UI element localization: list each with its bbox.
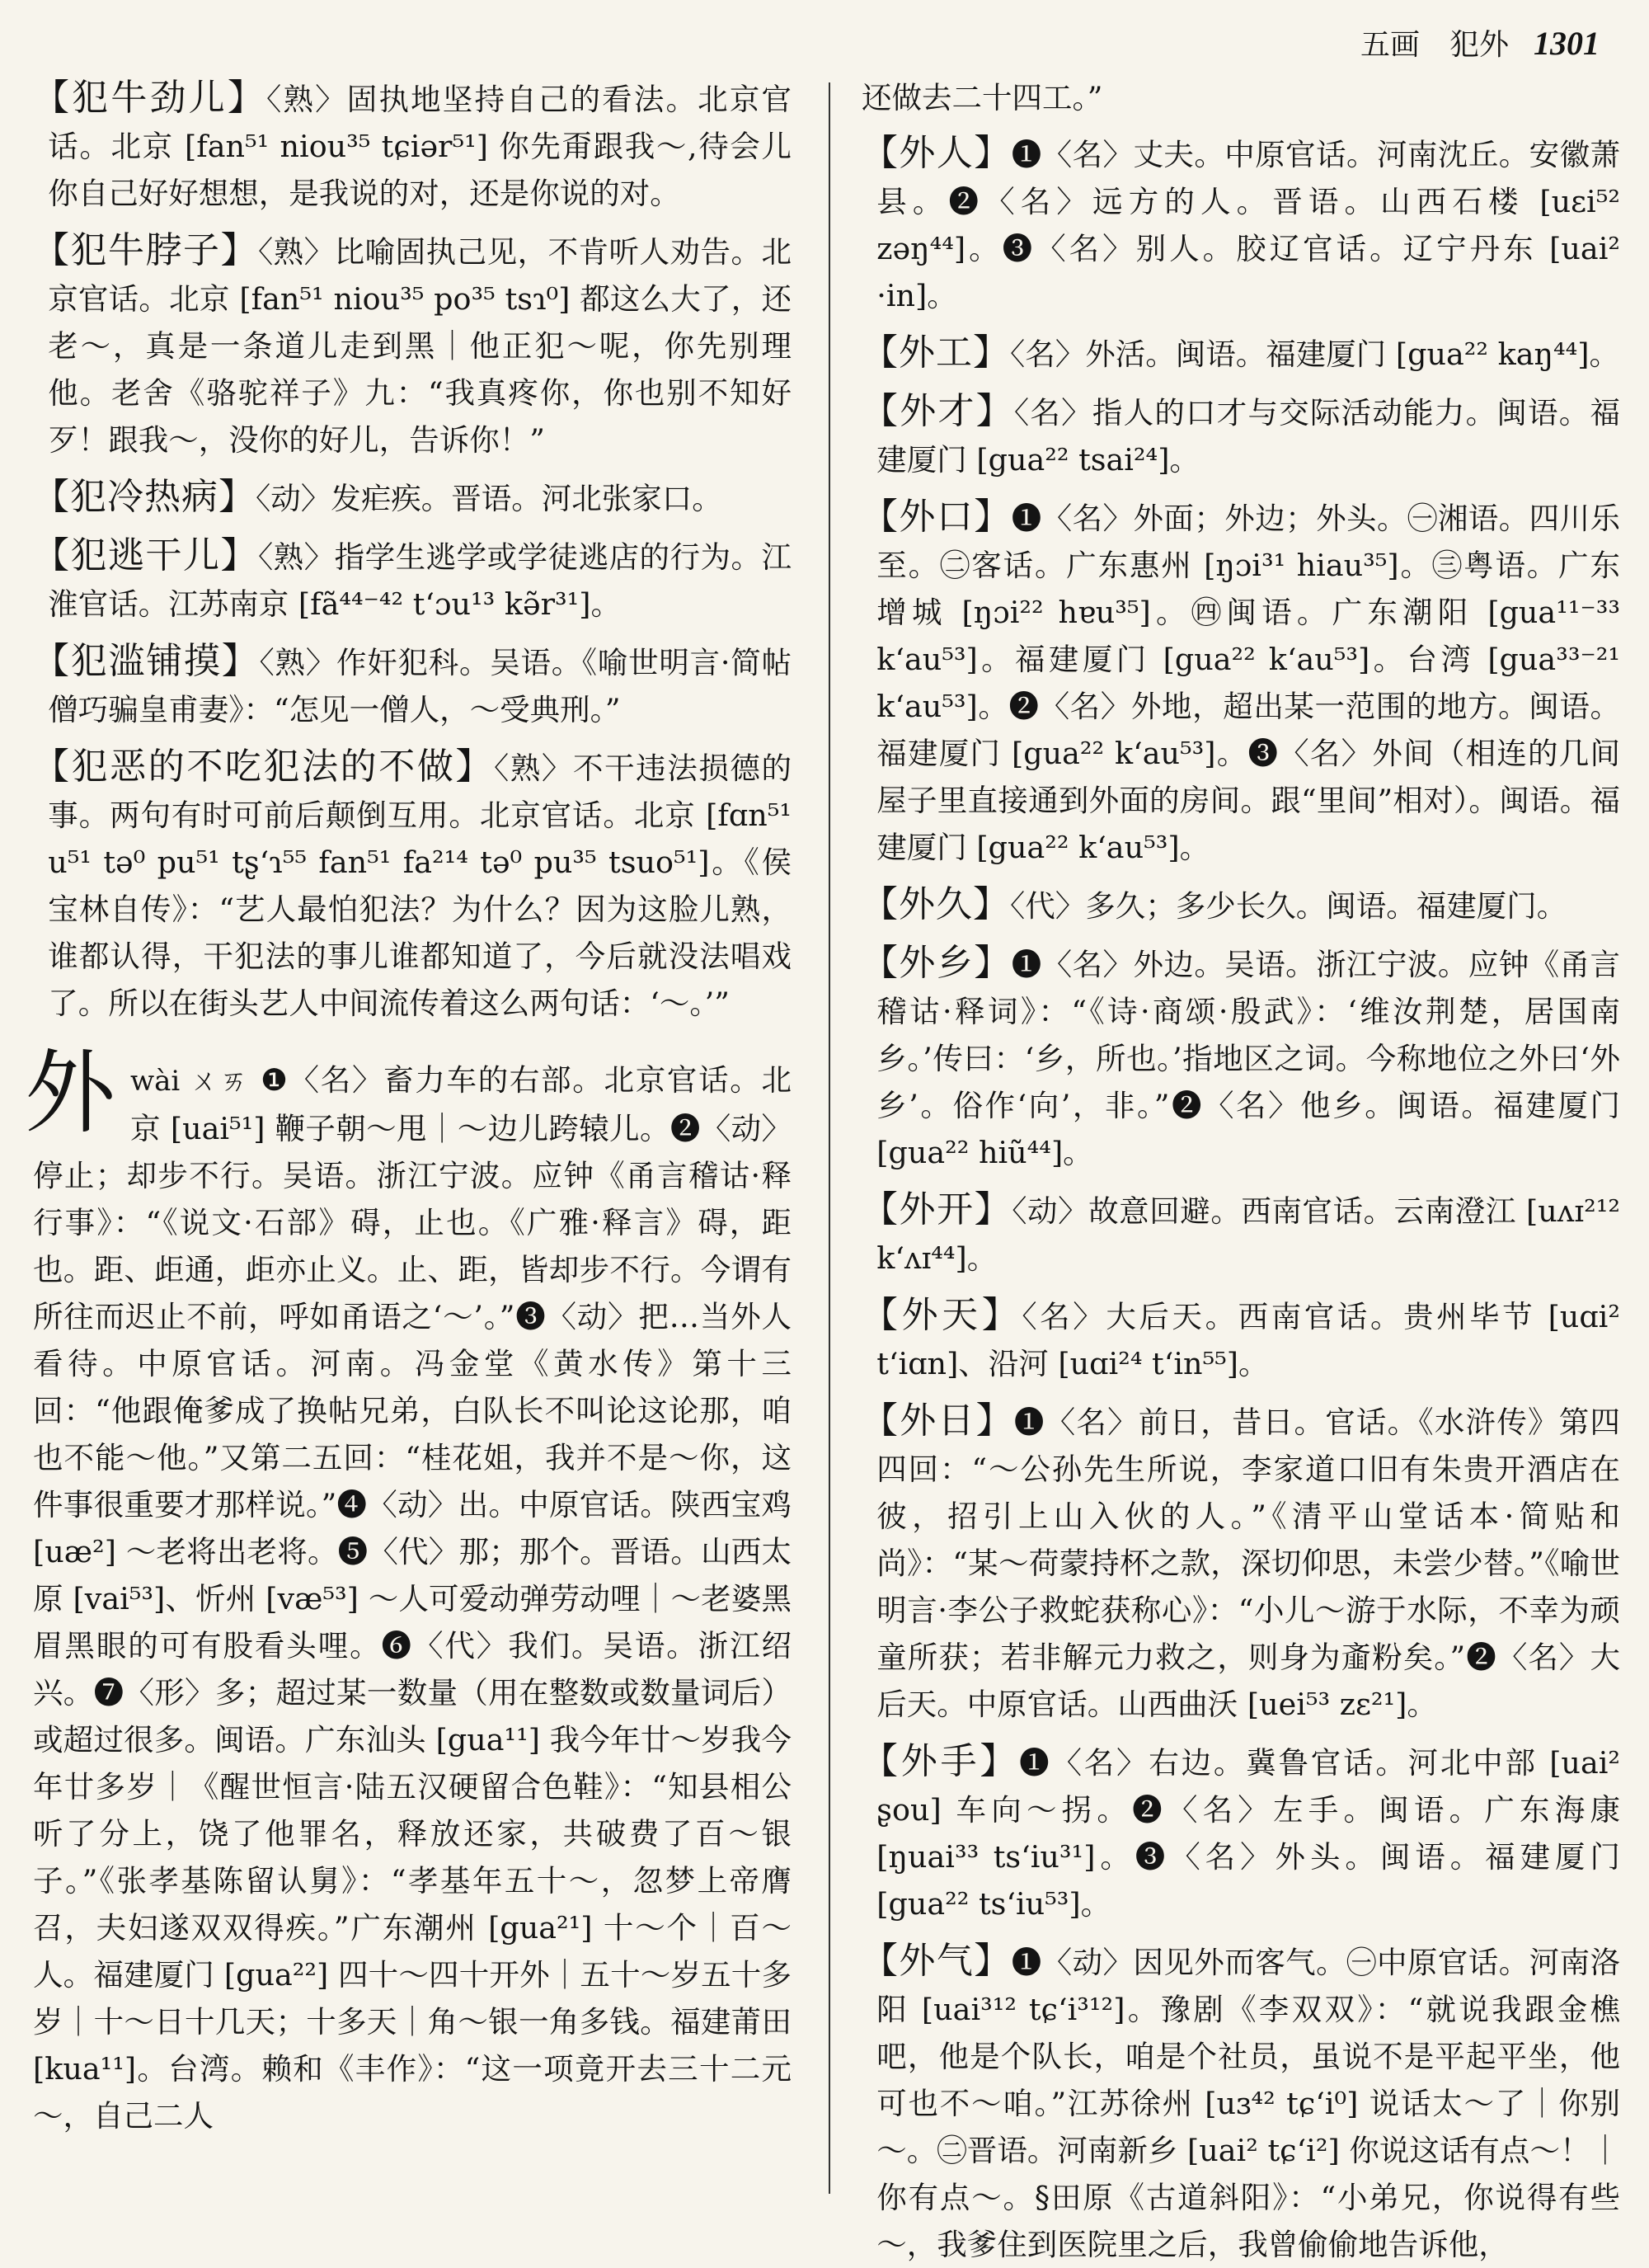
running-head <box>1286 21 1600 63</box>
entry-body: 〈熟〉比喻固执己见，不肯听人劝告。北京官话。北京 [fan⁵¹ niou³⁵ po³⁵ tsɿ⁰] 都这么大了，还老～，真是一条道儿走到黑｜他正犯～呢，你先别理他。老舍《骆驼祥子》九：“我真疼你，你也别不知好歹！跟我～，没你的好儿，告诉你！” <box>48 234 792 458</box>
entry <box>33 74 792 217</box>
entry <box>862 1292 1620 1387</box>
entry-body: ❶〈名〉右边。冀鲁官话。河北中部 [uai² ʂou] 车向～拐。❷〈名〉左手。闽语。广东海康 [ŋuai³³ ts‘iu³¹]。❸〈名〉外头。闽语。福建厦门 [gua²² ts‘iu⁵³]。 <box>876 1745 1621 1922</box>
entry <box>862 1186 1620 1282</box>
entry <box>33 743 792 1027</box>
entry-headword: 【犯滥铺摸】 <box>33 640 260 682</box>
entry-headword: 【外乡】 <box>862 942 1012 984</box>
entry <box>862 129 1620 319</box>
entry-body: ❶〈名〉外边。吴语。浙江宁波。应钟《甬言稽诂·释词》：“《诗·商颂·殷武》：‘维汝荆楚，居国南乡。’传曰：‘乡，所也。’指地区之词。今称地位之外曰‘外乡’。俗作‘向’，非。”❷〈名〉他乡。闽语。福建厦门 [gua²² hiũ⁴⁴]。 <box>876 947 1621 1170</box>
entry-body: ❶〈名〉外面；外边；外头。㊀湘语。四川乐至。㊁客话。广东惠州 [ŋɔi³¹ hiau³⁵]。㊂粤语。广东增城 [ŋɔi²² hɐu³⁵]。㊃闽语。广东潮阳 [gua¹¹⁻³³ k‘au⁵³]。福建厦门 [gua²² k‘au⁵³]。台湾 [gua³³⁻²¹ k‘au⁵³]。❷〈名〉外地，超出某一范围的地方。闽语。福建厦门 [gua²² k‘au⁵³]。❸〈名〉外间（相连的几间屋子里直接通到外面的房间。跟“里间”相对）。闽语。福建厦门 [gua²² k‘au⁵³]。 <box>876 501 1621 865</box>
entry <box>33 227 792 463</box>
entry-body: 〈名〉大后天。西南官话。贵州毕节 [uɑi² t‘iɑn]、沿河 [uɑi²⁴ t‘in⁵⁵]。 <box>876 1299 1620 1381</box>
entry <box>862 1937 1620 2268</box>
entry-headword: 【犯牛脖子】 <box>33 229 258 271</box>
entry-headword: 【外天】 <box>862 1294 1022 1336</box>
entry-body: 〈名〉外活。闽语。福建厦门 [gua²² kaŋ⁴⁴]。 <box>1010 336 1619 372</box>
entry-body: ❶〈动〉因见外而客气。㊀中原官话。河南洛阳 [uai³¹² tɕ‘i³¹²]。豫剧《李双双》：“就说我跟金樵吧，他是个队长，咱是个社员，虽说不是平起平坐，他可也不～咱。”江苏徐州 [uɜ⁴² tɕ‘i⁰] 说话太～了｜你别～。㊁晋语。河南新乡 [uai² tɕ‘i²] 你说这话有点～！｜你有点～。§田原《古道斜阳》：“小弟兄，你说得有些～，我爹住到医院里之后，我曾偷偷地告诉他， <box>876 1945 1621 2262</box>
entry-body: 〈熟〉固执地坚持自己的看法。北京官话。北京 [fan⁵¹ niou³⁵ tɕiər⁵¹] 你先甭跟我～,待会儿你自己好好想想，是我说的对，还是你说的对。 <box>48 82 792 211</box>
entry-body: 〈熟〉作奸犯科。吴语。《喻世明言·简帖僧巧骗皇甫妻》：“怎见一僧人，～受典刑。” <box>48 645 792 727</box>
entry-headword: 【犯逃干儿】 <box>33 534 258 576</box>
entry <box>862 493 1620 871</box>
entry-headword: 【外才】 <box>862 390 1014 432</box>
entry-body: 〈动〉故意回避。西南官话。云南澄江 [uʌɪ²¹² k‘ʌɪ⁴⁴]。 <box>876 1193 1620 1276</box>
entry <box>862 329 1620 378</box>
page-number: 1301 <box>1534 25 1600 62</box>
entry-continuation: 还做去二十四工。” <box>862 80 1103 115</box>
entry <box>862 388 1620 483</box>
entry <box>862 881 1620 929</box>
column-divider <box>829 82 830 2194</box>
entry <box>33 532 792 628</box>
entry-headword: 【外久】 <box>862 883 1010 925</box>
section-label: 五画 犯外 <box>1360 28 1509 62</box>
entry-headword: 【外日】 <box>862 1400 1014 1442</box>
entry-headword: 【外人】 <box>862 132 1012 174</box>
entry-headword: 【犯牛劲儿】 <box>33 77 267 119</box>
entry-headword: 【犯冷热病】 <box>33 476 256 518</box>
left-column <box>25 74 792 2202</box>
entry-headword: 【外气】 <box>862 1940 1012 1982</box>
right-column <box>862 74 1621 2262</box>
entry-body: 〈代〉多久；多少长久。闽语。福建厦门。 <box>1010 888 1567 924</box>
character-entry <box>25 1040 792 2139</box>
entry-body: 〈动〉发疟疾。晋语。河北张家口。 <box>256 481 722 516</box>
entry-body: 〈熟〉指学生逃学或学徒逃店的行为。江淮官话。江苏南京 [fã⁴⁴⁻⁴² t‘ɔu¹³ kə̃r³¹]。 <box>48 539 792 622</box>
entry-headword: 【外工】 <box>862 332 1010 374</box>
entry-body: ❶〈名〉畜力车的右部。北京官话。北京 [uai⁵¹] 鞭子朝～甩｜～边儿跨辕儿。❷〈动〉停止；却步不行。吴语。浙江宁波。应钟《甬言稽诂·释行事》：“《说文·石部》碍，止也。《广雅·释言》碍，距也。距、歫通，歫亦止义。止、距，皆却步不行。今谓有所往而迟止不前，呼如甬语之‘～’。”❸〈动〉把…当外人看待。中原官话。河南。冯金堂《黄水传》第十三回：“他跟俺爹成了换帖兄弟，白队长不叫论这论那，咱也不能～他。”又第二五回：“桂花姐，我并不是～你，这件事很重要才那样说。”❹〈动〉出。中原官话。陕西宝鸡 [uæ²] ～老将出老将。❺〈代〉那；那个。晋语。山西太原 [vai⁵³]、忻州 [væ⁵³] ～人可爱动弹劳动哩｜～老婆黑眉黑眼的可有股看头哩。❻〈代〉我们。吴语。浙江绍兴。❼〈形〉多；超过某一数量（用在整数或数量词后）或超过很多。闽语。广东汕头 [gua¹¹] 我今年廿～岁我今年廿多岁｜《醒世恒言·陆五汉硬留合色鞋》：“知县相公听了分上，饶了他罪名，释放还家，共破费了百～银子。”《张孝基陈留认舅》：“孝基年五十～，忽梦上帝膺召，夫妇遂双双得疾。”广东潮州 [gua²¹] 十～个｜百～人。福建厦门 [gua²²] 四十～四十开外｜五十～岁五十多岁｜十～日十几天；十多天｜角～银一角多钱。福建莆田 [kua¹¹]。台湾。赖和《丰作》：“这一项竟开去三十二元～，自己二人 <box>33 1062 792 2134</box>
entry <box>862 1738 1620 1927</box>
entry-body: ❶〈名〉前日，昔日。官话。《水浒传》第四四回：“～公孙先生所说，李家道口旧有朱贵开酒店在彼，招引上山入伙的人。”《清平山堂话本·简贴和尚》：“某～荷蒙持杯之款，深切仰思，未尝少替。”《喻世明言·李公子救蛇获称心》：“小儿～游于水际，不幸为顽童所获；若非解元力救之，则身为齑粉矣。”❷〈名〉大后天。中原官话。山西曲沃 [uei⁵³ zɛ²¹]。 <box>876 1405 1621 1722</box>
entry <box>862 939 1620 1176</box>
entry-body: 〈名〉指人的口才与交际活动能力。闽语。福建厦门 [gua²² tsai²⁴]。 <box>876 395 1621 478</box>
entry <box>33 638 792 733</box>
entry-body: 〈熟〉不干违法损德的事。两句有时可前后颠倒互用。北京官话。北京 [fɑn⁵¹ u⁵¹ tə⁰ pu⁵¹ tʂ‘ɿ⁵⁵ fan⁵¹ fa²¹⁴ tə⁰ pu³⁵ tsuo⁵¹]。《侯宝林自传》：“艺人最怕犯法？为什么？因为这脸儿熟，谁都认得，干犯法的事儿谁都知道了，今后就没法唱戏了。所以在街头艺人中间流传着这么两句话：‘～。’” <box>48 751 792 1021</box>
entry-headword: 【外口】 <box>862 496 1012 538</box>
pinyin-zhuyin: wài ㄨㄞ <box>130 1065 250 1098</box>
entry-headword: 【外开】 <box>862 1188 1012 1230</box>
entry-body: ❶〈名〉丈夫。中原官话。河南沈丘。安徽萧县。❷〈名〉远方的人。晋语。山西石楼 [uɛi⁵² zəŋ⁴⁴]。❸〈名〉别人。胶辽官话。辽宁丹东 [uai² ·in]。 <box>876 137 1621 313</box>
entry <box>862 1397 1620 1728</box>
head-character: 外 <box>25 1040 115 1146</box>
entry-headword: 【犯恶的不吃犯法的不做】 <box>33 746 494 788</box>
entry <box>33 473 792 522</box>
entry-headword: 【外手】 <box>862 1740 1020 1782</box>
